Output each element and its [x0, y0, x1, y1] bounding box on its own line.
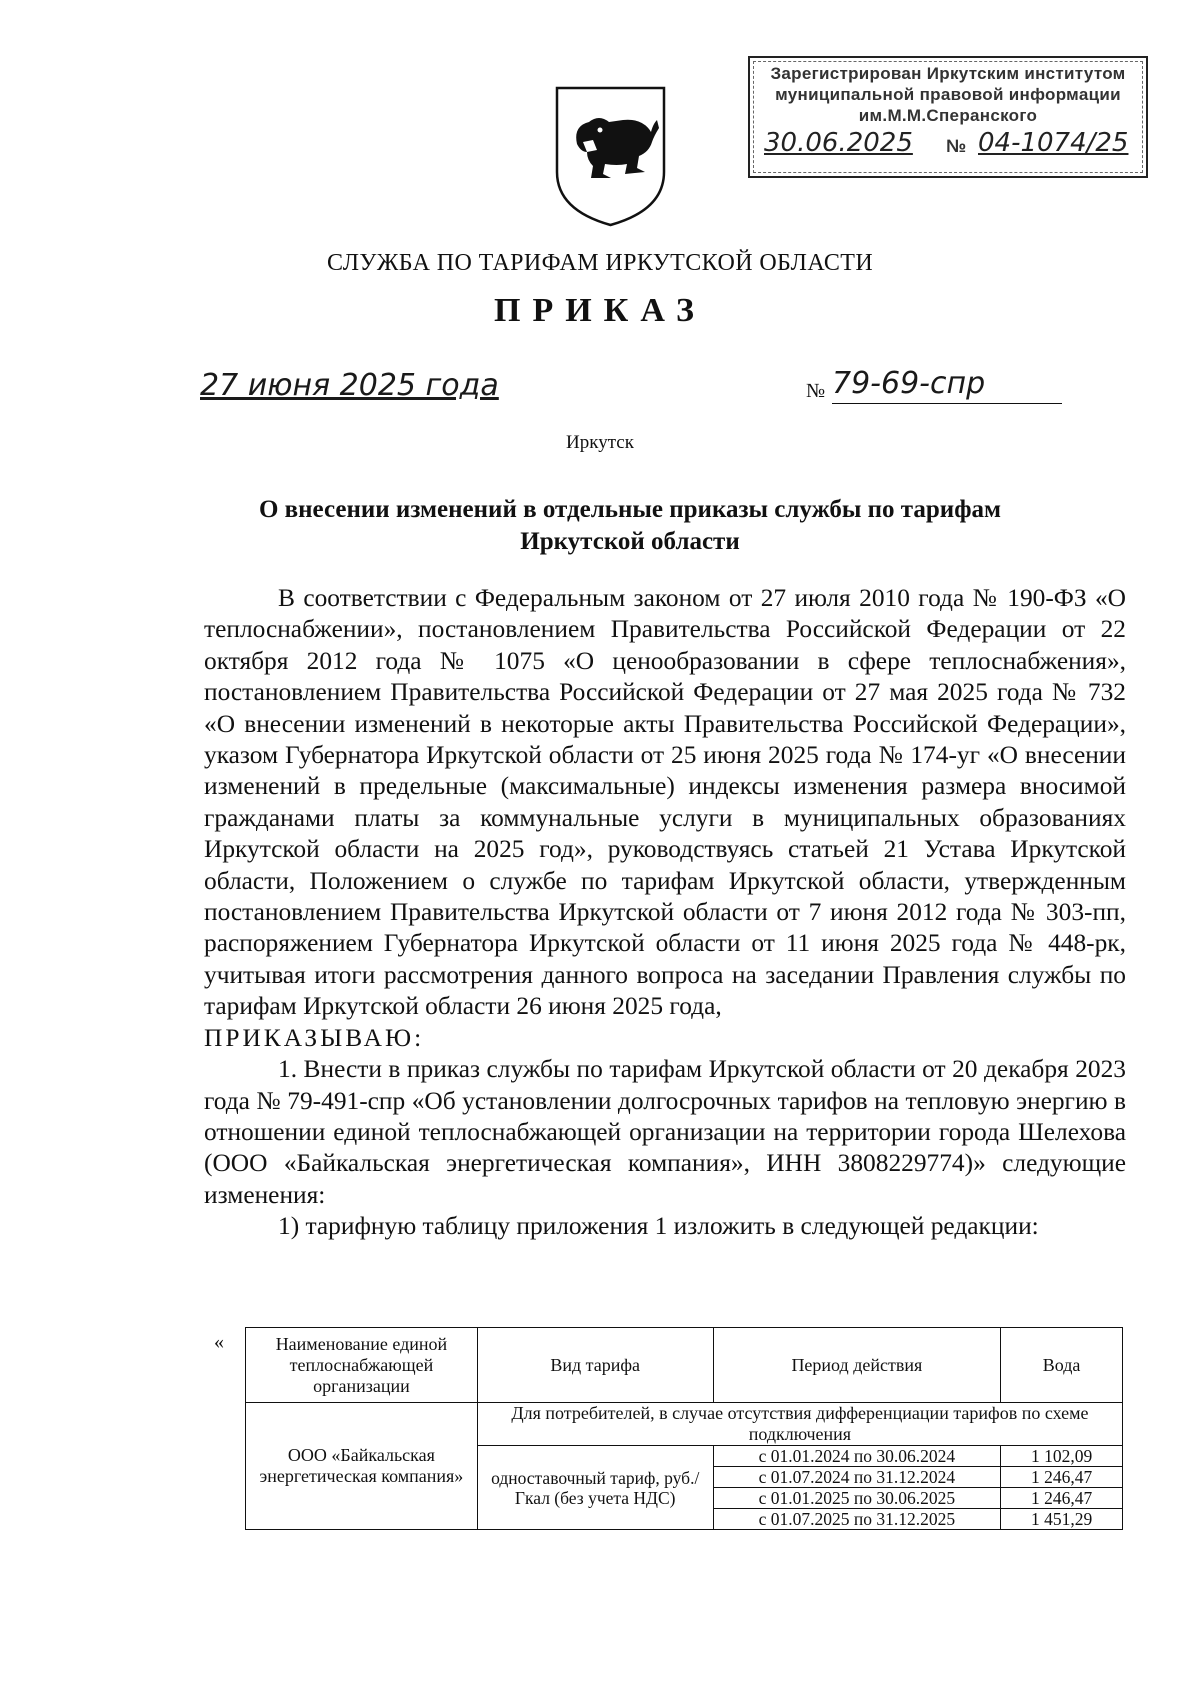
header-water: Вода — [1001, 1328, 1123, 1403]
document-title — [200, 494, 1060, 558]
item-1-paragraph: 1. Внести в приказ службы по тарифам Иркутской области от 20 декабря 2023 года № 79-491-спр «Об установлении долгосрочных тарифов на тепловую энергию в отношении единой теплоснабжающей организации на территории города Шелехова (ООО «Байкальская энергетическая компания», ИНН 3808229774)» следующие изменения: — [204, 1055, 1126, 1209]
stamp-line-2: муниципальной правовой информации — [775, 85, 1121, 104]
order-number-label: № — [806, 380, 826, 402]
stamp-number: 04-1074/25 — [978, 128, 1129, 158]
agency-name: СЛУЖБА ПО ТАРИФАМ ИРКУТСКОЙ ОБЛАСТИ — [326, 250, 874, 276]
subitem-1-paragraph: 1) тарифную таблицу приложения 1 изложить в следующей редакции: — [278, 1212, 1039, 1241]
period-cell: с 01.07.2025 по 31.12.2025 — [713, 1509, 1001, 1530]
category-cell: Для потребителей, в случае отсутствия дифференциации тарифов по схеме подключения — [477, 1403, 1122, 1446]
value-cell: 1 451,29 — [1001, 1509, 1123, 1530]
tariff-table — [245, 1327, 1123, 1530]
table-open-quote: « — [214, 1331, 224, 1353]
header-period: Период действия — [713, 1328, 1001, 1403]
title-line-2: Иркутской области — [520, 528, 740, 555]
value-cell: 1 246,47 — [1001, 1488, 1123, 1509]
document-type: ПРИКАЗ — [494, 292, 706, 329]
period-cell: с 01.01.2025 по 30.06.2025 — [713, 1488, 1001, 1509]
coat-of-arms-icon — [553, 84, 668, 229]
period-cell: с 01.07.2024 по 31.12.2024 — [713, 1467, 1001, 1488]
preamble-paragraph: В соответствии с Федеральным законом от 27 июля 2010 года № 190-ФЗ «О теплоснабжении», постановлением Правительства Российской Федерации от 22 октября 2012 года № 1075 «О ценообразовании в сфере теплоснабжения», постановлением Правительства Российской Федерации от 27 мая 2025 года № 732 «О внесении изменений в некоторые акты Правительства Российской Федерации», указом Губернатора Иркутской области от 25 июня 2025 года № 174-уг «О внесении изменений в предельные (максимальные) индексы изменения размера вносимой гражданами платы за коммунальные услуги в муниципальных образованиях Иркутской области на 2025 год», руководствуясь статьей 21 Устава Иркутской области, Положением о службе по тарифам Иркутской области, утвержденным постановлением Правительства Иркутской области от 7 июня 2012 года № 303-пп, распоряжением Губернатора Иркутской области от 11 июня 2025 года № 448-рк, учитывая итоги рассмотрения данного вопроса на заседании Правления службы по тарифам Иркутской области 26 июня 2025 года, — [204, 584, 1126, 1021]
value-cell: 1 102,09 — [1001, 1446, 1123, 1467]
header-tariff-type: Вид тарифа — [477, 1328, 713, 1403]
document-body — [204, 583, 1126, 1243]
registration-stamp — [748, 56, 1148, 178]
stamp-line-1: Зарегистрирован Иркутским институтом — [770, 64, 1126, 83]
title-line-1: О внесении изменений в отдельные приказы службы по тарифам — [258, 496, 1002, 523]
stamp-date: 30.06.2025 — [764, 128, 913, 158]
table-header-row — [246, 1328, 1123, 1403]
order-date: 27 июня 2025 года — [200, 368, 499, 403]
stamp-line-3: им.М.М.Сперанского — [858, 106, 1038, 125]
order-number: 79-69-спр — [832, 366, 1062, 404]
tariff-type-cell: одноставочный тариф, руб./Гкал (без учета НДС) — [477, 1446, 713, 1530]
stamp-number-label: № — [946, 136, 967, 156]
header-organization: Наименование единой теплоснабжающей организации — [246, 1328, 478, 1403]
table-row — [246, 1403, 1123, 1446]
period-cell: с 01.01.2024 по 30.06.2024 — [713, 1446, 1001, 1467]
value-cell: 1 246,47 — [1001, 1467, 1123, 1488]
city: Иркутск — [566, 432, 634, 453]
organization-cell: ООО «Байкальская энергетическая компания» — [246, 1403, 478, 1530]
order-word: ПРИКАЗЫВАЮ: — [204, 1023, 425, 1052]
